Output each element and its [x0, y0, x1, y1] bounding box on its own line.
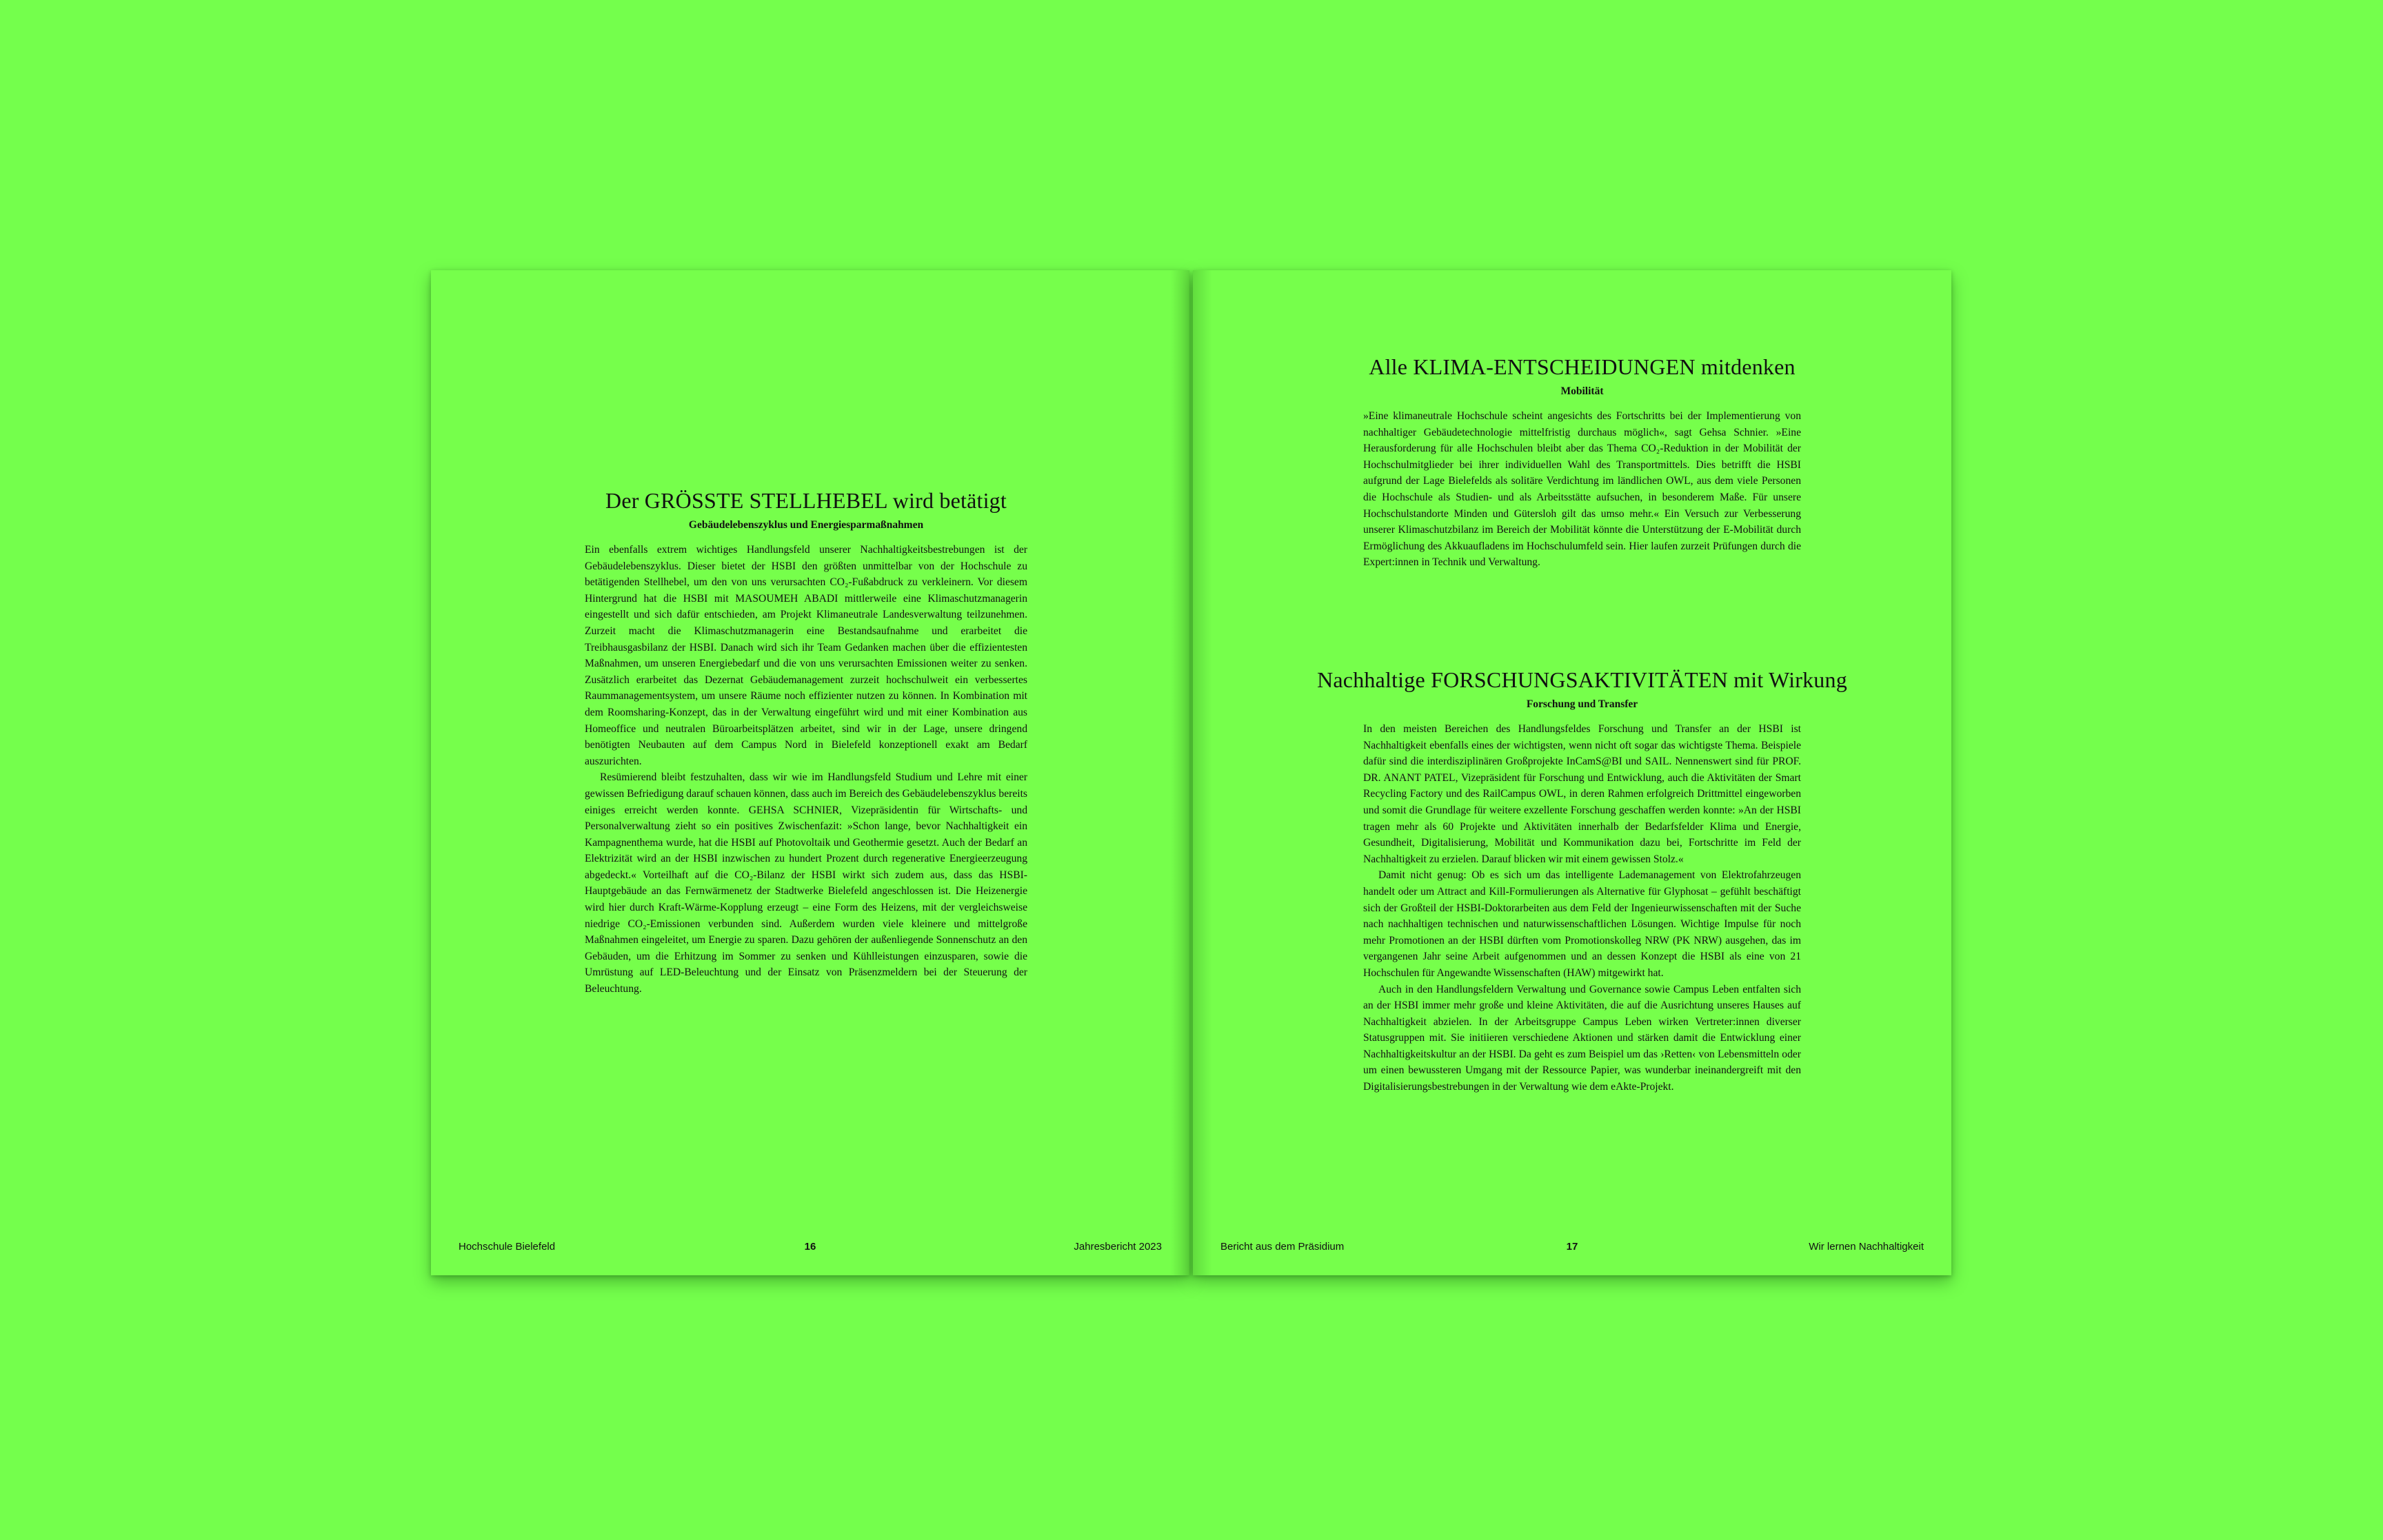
article-paragraph: Resümierend bleibt festzuhalten, dass wir wie im Handlungsfeld Studium und Lehre mit einer gewissen Befriedigung darauf schauen können, dass auch im Bereich des Gebäudelebenszyklus bereits einiges erreicht werden konnte. GEHSA SCHNIER, Vizepräsidentin für Wirtschafts- und Personalverwaltung zieht so ein positives Zwischenfazit: »Schon lange, bevor Nachhaltigkeit ein Kampagnenthema wurde, hat die HSBI auf Photovoltaik und Geothermie gesetzt. Auch der Bedarf an Elektrizität wird an der HSBI inzwischen zu hundert Prozent durch regenerative Energieerzeugung abgedeckt.« Vorteilhaft auf die CO₂-Bilanz der HSBI wirkt sich zudem aus, dass das HSBI-Hauptgebäude an das Fernwärmenetz der Stadtwerke Bielefeld angeschlossen ist. Die Heizenergie wird hier durch Kraft-Wärme-Kopplung erzeugt – eine Form des Heizens, mit der vergleichsweise niedrige CO₂-Emissionen verbunden sind. Außerdem wurden viele kleinere und mittelgroße Maßnahmen eingeleitet, um Energie zu sparen. Dazu gehören der außenliegende Sonnenschutz an den Gebäuden, um die Erhitzung im Sommer zu senken und Kühlleistungen einzusparen, sowie die Umrüstung auf LED-Beleuchtung und der Einsatz von Präsenzmeldern bei der Steuerung der Beleuchtung. [585, 771, 1027, 995]
article-subtitle: Gebäudelebenszyklus und Energiesparmaßnahmen [688, 519, 924, 531]
footer-report-title: Jahresbericht 2023 [1074, 1241, 1162, 1253]
right-page [1193, 270, 1951, 1275]
page-footer [459, 1239, 1162, 1255]
article-paragraph: Auch in den Handlungsfeldern Verwaltung und Governance sowie Campus Leben entfalten sich an der HSBI immer mehr große und kleine Aktivitäten, die auf die Ausrichtung unseres Hauses auf Nachhaltigkeit abzielen. In der Arbeitsgruppe Campus Leben wirken Vertreter:innen diverser Statusgruppen mit. Sie initiieren verschiedene Aktionen und stärken damit die Entwicklung einer Nachhaltigkeitskultur an der HSBI. Da geht es zum Beispiel um das ›Retten‹ von Lebensmitteln oder um einen bewussteren Umgang mit der Ressource Papier, was wunderbar ineinandergreift mit den Digitalisierungsbestrebungen in der Verwaltung wie dem eAkte-Projekt. [1363, 983, 1801, 1093]
article-paragraph: Ein ebenfalls extrem wichtiges Handlungsfeld unserer Nachhaltigkeitsbestrebungen ist der Gebäudelebenszyklus. Dieser bietet der HSBI den größten unmittelbar von der Hochschule zu betätigenden Stellhebel, um den von uns verursachten CO₂-Fußabdruck zu verkleinern. Vor diesem Hintergrund hat die HSBI mit MASOUMEH ABADI mittlerweile eine Klimaschutzmanagerin eingestellt und sich dafür entschieden, am Projekt Klimaneutrale Landesverwaltung teilzunehmen. Zurzeit macht die Klimaschutzmanagerin eine Bestandsaufnahme und erarbeitet die Treibhausgasbilanz der HSBI. Danach wird sich ihr Team Gedanken machen über die effizientesten Maßnahmen, um unseren Energiebedarf und die von uns verursachten Emissionen weiter zu senken. Zusätzlich erarbeitet das Dezernat Gebäudemanagement zurzeit hochschulweit ein verbessertes Raummanagementsystem, um unsere Räume noch effizienter nutzen zu können. In Kombination mit dem Roomsharing-Konzept, das in der Verwaltung eingeführt wird und mit einer Kombination aus Homeoffice und neutralen Büroarbeitsplätzen arbeitet, sind wir in der Lage, unsere dringend benötigten Neubauten auf dem Campus Nord in Bielefeld konzeptionell exakt am Bedarf auszurichten. [585, 544, 1027, 767]
article-paragraph: In den meisten Bereichen des Handlungsfeldes Forschung und Transfer an der HSBI ist Nachhaltigkeit ebenfalls eines der wichtigsten, wenn nicht oft sogar das wichtigste Thema. Beispiele dafür sind die interdisziplinären Großprojekte InCamS@BI und SAIL. Nennenswert sind für PROF. DR. ANANT PATEL, Vizepräsident für Forschung und Entwicklung, auch die Aktivitäten der Smart Recycling Factory und des RailCampus OWL, in deren Rahmen erfolgreich Drittmittel eingeworben und somit die Grundlage für weitere exzellente Forschung geschaffen werden konnte: »An der HSBI tragen mehr als 60 Projekte und Aktivitäten innerhalb der Bedarfsfelder Klima und Energie, Gesundheit, Digitalisierung, Mobilität und Kommunikation dazu bei, Fortschritte im Feld der Nachhaltigkeit zu erzielen. Darauf blicken wir mit einem gewissen Stolz.« [1363, 723, 1801, 865]
article-subtitle: Forschung und Transfer [1526, 698, 1638, 710]
article-mobilitaet [1363, 353, 1801, 571]
page-footer [1220, 1239, 1924, 1255]
article-title: Alle KLIMA-ENTSCHEIDUNGEN mitdenken [1369, 354, 1796, 379]
left-page [431, 270, 1189, 1275]
footer-chapter: Wir lernen Nachhaltigkeit [1809, 1241, 1924, 1253]
article-subtitle: Mobilität [1560, 385, 1604, 397]
article-paragraph: Damit nicht genug: Ob es sich um das intelligente Lademanagement von Elektrofahrzeugen handelt oder um Attract and Kill-Formulierungen als Alternative für Glyphosat – gefühlt beschäftigt sich der Großteil der HSBI-Doktorarbeiten aus dem Feld der Ingenieurwissenschaften mit der Suche nach nachhaltigen technischen und naturwissenschaftlichen Lösungen. Wichtige Impulse für noch mehr Promotionen an der HSBI dürften vom Promotionskolleg NRW (PK NRW) ausgehen, das im vergangenen Jahr seine Arbeit aufgenommen und an dessen Konzept die HSBI als eine von 21 Hochschulen für Angewandte Wissenschaften (HAW) mitgewirkt hat. [1363, 869, 1801, 979]
page-number: 17 [1566, 1241, 1578, 1253]
article-title: Der GRÖSSTE STELLHEBEL wird betätigt [605, 488, 1007, 513]
article-title: Nachhaltige FORSCHUNGSAKTIVITÄTEN mit Wirkung [1317, 667, 1847, 692]
footer-section: Bericht aus dem Präsidium [1220, 1241, 1345, 1253]
article-forschung [1317, 666, 1847, 1095]
article-paragraph: »Eine klimaneutrale Hochschule scheint angesichts des Fortschritts bei der Implementierung von nachhaltiger Gebäudetechnologie mittelfristig durchaus möglich«, sagt Gehsa Schnier. »Eine Herausforderung für alle Hochschulen bleibt aber das Thema CO₂-Reduktion in der Mobilität der Hochschulmitglieder bei ihrer individuellen Wahl des Transportmittels. Dies betrifft die HSBI aufgrund der Lage Bielefelds als solitäre Verdichtung im ländlichen OWL, aus dem viele Personen die Hochschule als Studien- und als Arbeitsstätte aufsuchen, in besonderem Maße. Für unsere Hochschulstandorte Minden und Gütersloh gilt das umso mehr.« Ein Versuch zur Verbesserung unserer Klimaschutzbilanz im Bereich der Mobilität könnte die Unterstützung der E-Mobilität durch Ermöglichung des Akkuaufladens im Hochschulumfeld sein. Hier laufen zurzeit Prüfungen durch die Expert:innen in Technik und Verwaltung. [1363, 410, 1801, 569]
article-gebaeude [585, 487, 1027, 997]
spine-shadow [1170, 270, 1189, 1275]
footer-publisher: Hochschule Bielefeld [459, 1241, 556, 1253]
spine-shadow [1193, 270, 1212, 1275]
page-number: 16 [804, 1241, 816, 1253]
